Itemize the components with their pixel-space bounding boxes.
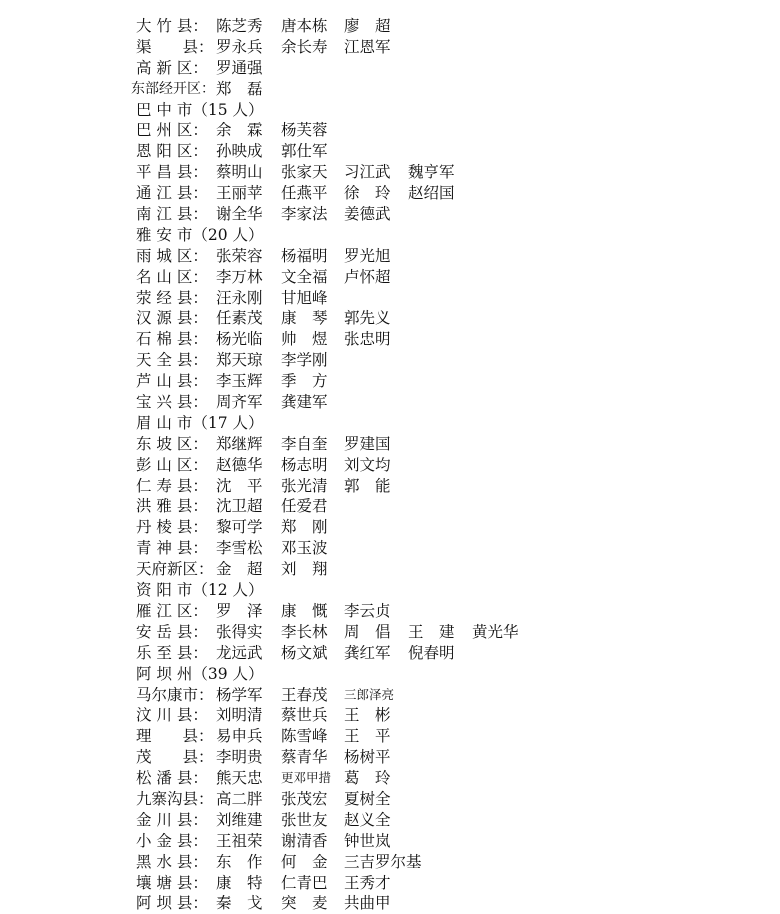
- person-name: 余 霖: [216, 121, 263, 140]
- person-name: 仁青巴: [281, 873, 328, 892]
- person-name: 余长寿: [281, 37, 328, 56]
- county-row: [0, 873, 780, 894]
- person-name: 夏树全: [344, 789, 391, 808]
- person-name: 李明贵: [216, 748, 263, 767]
- county-row: [0, 58, 780, 79]
- county-row: [0, 831, 780, 852]
- person-name: 邓玉波: [281, 539, 328, 558]
- person-name: 共曲甲: [344, 894, 391, 913]
- person-name: 秦 戈: [216, 894, 263, 913]
- person-name: 郭先义: [344, 309, 391, 328]
- person-name: 刘维建: [216, 810, 263, 829]
- county-row: [0, 392, 780, 413]
- district-label: 芦 山 县：: [136, 372, 208, 391]
- person-name: 杨福明: [281, 246, 328, 265]
- person-name: 王春茂: [281, 685, 328, 704]
- city-heading: [0, 413, 780, 434]
- person-name: 杨树平: [344, 748, 391, 767]
- person-name: 郑继辉: [216, 434, 263, 453]
- person-name: 沈 平: [216, 476, 263, 495]
- person-name: 王祖荣: [216, 831, 263, 850]
- person-name: 江恩军: [344, 37, 391, 56]
- person-name: 郑天琼: [216, 351, 263, 370]
- district-label: 丹 棱 县：: [136, 518, 208, 537]
- district-label: 汉 源 县：: [136, 309, 208, 328]
- county-row: [0, 685, 780, 706]
- district-label: 金 川 县：: [136, 810, 208, 829]
- person-name: 任素茂: [216, 309, 263, 328]
- district-label: 天府新区：: [136, 560, 214, 579]
- county-row: [0, 893, 780, 914]
- name-list-document: [0, 16, 780, 914]
- person-name: 罗通强: [216, 58, 263, 77]
- district-label: 小 金 县：: [136, 831, 208, 850]
- person-name: 汪永刚: [216, 288, 263, 307]
- person-name: 廖 超: [344, 17, 391, 35]
- district-label: 石 棉 县：: [136, 330, 208, 349]
- person-name: 王 建: [408, 622, 455, 641]
- person-name: 罗建国: [344, 434, 391, 453]
- person-name: 李玉辉: [216, 372, 263, 391]
- person-name: 谢清香: [281, 831, 328, 850]
- person-name: 陈芝秀: [216, 17, 263, 35]
- person-name: 康 慨: [281, 601, 328, 620]
- county-row: [0, 288, 780, 309]
- person-name: 郑 刚: [281, 518, 328, 537]
- district-label: 大 竹 县：: [136, 17, 208, 35]
- county-row: [0, 308, 780, 329]
- person-name: 李长林: [281, 622, 328, 641]
- person-name: 熊天忠: [216, 769, 263, 788]
- person-name: 三郎泽亮: [344, 686, 395, 702]
- person-name: 张光清: [281, 476, 328, 495]
- person-name: 葛 玲: [344, 769, 391, 788]
- county-row: [0, 120, 780, 141]
- person-name: 黎可学: [216, 518, 263, 537]
- county-row: [0, 162, 780, 183]
- person-name: 李学刚: [281, 351, 328, 370]
- person-name: 更邓甲措: [281, 770, 332, 786]
- person-name: 李家法: [281, 205, 328, 224]
- person-name: 谢全华: [216, 205, 263, 224]
- person-name: 周齐军: [216, 393, 263, 412]
- person-name: 甘旭峰: [281, 288, 328, 307]
- person-name: 王 彬: [344, 706, 391, 725]
- district-label: 雁 江 区：: [136, 601, 208, 620]
- person-name: 周 倡: [344, 622, 391, 641]
- district-label: 乐 至 县：: [136, 643, 208, 662]
- person-name: 倪春明: [408, 643, 455, 662]
- person-name: 文全福: [281, 267, 328, 286]
- person-name: 突 麦: [281, 894, 328, 913]
- district-label: 黑 水 县：: [136, 852, 208, 871]
- person-name: 康 琴: [281, 309, 328, 328]
- city-heading: [0, 225, 780, 246]
- person-name: 刘明清: [216, 706, 263, 725]
- person-name: 杨文斌: [281, 643, 328, 662]
- district-label: 九寨沟县：: [136, 789, 214, 808]
- county-row: [0, 601, 780, 622]
- city-title: 雅 安 市（20 人）: [136, 225, 264, 244]
- county-row: [0, 204, 780, 225]
- district-label: 荥 经 县：: [136, 288, 208, 307]
- person-name: 张忠明: [344, 330, 391, 349]
- county-row: [0, 476, 780, 497]
- person-name: 三吉罗尔基: [344, 852, 422, 871]
- county-row: [0, 538, 780, 559]
- person-name: 王丽苹: [216, 184, 263, 203]
- county-row: [0, 141, 780, 162]
- person-name: 龚建军: [281, 393, 328, 412]
- person-name: 龚红军: [344, 643, 391, 662]
- county-row: [0, 810, 780, 831]
- person-name: 习江武: [344, 163, 391, 182]
- person-name: 金 超: [216, 560, 263, 579]
- district-label: 东 坡 区：: [136, 434, 208, 453]
- person-name: 季 方: [281, 372, 328, 391]
- city-title: 阿 坝 州（39 人）: [136, 664, 264, 683]
- person-name: 蔡世兵: [281, 706, 328, 725]
- district-label: 汶 川 县：: [136, 706, 208, 725]
- person-name: 赵绍国: [408, 184, 455, 203]
- county-row: [0, 350, 780, 371]
- person-name: 王秀才: [344, 873, 391, 892]
- county-row: [0, 267, 780, 288]
- county-row: [0, 246, 780, 267]
- district-label: 马尔康市：: [136, 685, 214, 704]
- county-row: [0, 496, 780, 517]
- county-row: [0, 329, 780, 350]
- district-label: 雨 城 区：: [136, 246, 208, 265]
- county-row: [0, 622, 780, 643]
- city-title: 巴 中 市（15 人）: [136, 100, 264, 119]
- county-row: [0, 789, 780, 810]
- district-label: 高 新 区：: [136, 58, 208, 77]
- county-row: [0, 371, 780, 392]
- person-name: 钟世岚: [344, 831, 391, 850]
- person-name: 郑 磊: [216, 79, 263, 98]
- district-label: 通 江 县：: [136, 184, 208, 203]
- person-name: 李云贞: [344, 601, 391, 620]
- district-label: 壤 塘 县：: [136, 873, 208, 892]
- person-name: 罗 泽: [216, 601, 263, 620]
- person-name: 徐 玲: [344, 184, 391, 203]
- district-label: 天 全 县：: [136, 351, 208, 370]
- district-label: 恩 阳 区：: [136, 142, 208, 161]
- county-row: [0, 726, 780, 747]
- district-label: 青 神 县：: [136, 539, 208, 558]
- person-name: 张茂宏: [281, 789, 328, 808]
- county-row: [0, 852, 780, 873]
- person-name: 杨学军: [216, 685, 263, 704]
- county-row: [0, 16, 780, 37]
- person-name: 罗永兵: [216, 37, 263, 56]
- district-label: 阿 坝 县：: [136, 894, 208, 913]
- city-title: 眉 山 市（17 人）: [136, 413, 264, 432]
- person-name: 任爱君: [281, 497, 328, 516]
- county-row: [0, 559, 780, 580]
- district-label: 理 县：: [136, 727, 214, 746]
- person-name: 郭 能: [344, 476, 391, 495]
- person-name: 帅 煜: [281, 330, 328, 349]
- district-label: 安 岳 县：: [136, 622, 208, 641]
- county-row: [0, 37, 780, 58]
- person-name: 何 金: [281, 852, 328, 871]
- person-name: 张荣容: [216, 246, 263, 265]
- person-name: 张世友: [281, 810, 328, 829]
- person-name: 任燕平: [281, 184, 328, 203]
- district-label: 彭 山 区：: [136, 455, 208, 474]
- district-label: 松 潘 县：: [136, 769, 208, 788]
- person-name: 易申兵: [216, 727, 263, 746]
- city-heading: [0, 580, 780, 601]
- person-name: 李万林: [216, 267, 263, 286]
- person-name: 罗光旭: [344, 246, 391, 265]
- person-name: 杨芙蓉: [281, 121, 328, 140]
- district-label: 南 江 县：: [136, 205, 208, 224]
- person-name: 刘文均: [344, 455, 391, 474]
- person-name: 赵德华: [216, 455, 263, 474]
- district-label: 宝 兴 县：: [136, 393, 208, 412]
- person-name: 孙映成: [216, 142, 263, 161]
- district-label: 渠 县：: [136, 37, 214, 56]
- person-name: 卢怀超: [344, 267, 391, 286]
- person-name: 蔡青华: [281, 748, 328, 767]
- person-name: 陈雪峰: [281, 727, 328, 746]
- district-label: 东部经开区：: [131, 80, 215, 97]
- person-name: 刘 翔: [281, 560, 328, 579]
- person-name: 蔡明山: [216, 163, 263, 182]
- county-row: [0, 643, 780, 664]
- person-name: 张家天: [281, 163, 328, 182]
- person-name: 康 特: [216, 873, 263, 892]
- city-title: 资 阳 市（12 人）: [136, 581, 264, 600]
- city-heading: [0, 664, 780, 685]
- county-row: [0, 747, 780, 768]
- county-row: [0, 517, 780, 538]
- person-name: 高二胖: [216, 789, 263, 808]
- person-name: 唐本栋: [281, 17, 328, 35]
- district-label: 茂 县：: [136, 748, 214, 767]
- district-label: 仁 寿 县：: [136, 476, 208, 495]
- district-label: 洪 雅 县：: [136, 497, 208, 516]
- person-name: 赵义全: [344, 810, 391, 829]
- county-row: [0, 705, 780, 726]
- person-name: 姜德武: [344, 205, 391, 224]
- person-name: 李自奎: [281, 434, 328, 453]
- person-name: 王 平: [344, 727, 391, 746]
- person-name: 东 作: [216, 852, 263, 871]
- county-row: [0, 183, 780, 204]
- person-name: 杨光临: [216, 330, 263, 349]
- person-name: 杨志明: [281, 455, 328, 474]
- district-label: 平 昌 县：: [136, 163, 208, 182]
- city-heading: [0, 100, 780, 121]
- person-name: 魏亨军: [408, 163, 455, 182]
- person-name: 李雪松: [216, 539, 263, 558]
- district-label: 名 山 区：: [136, 267, 208, 286]
- county-row: [0, 79, 780, 100]
- person-name: 张得实: [216, 622, 263, 641]
- county-row: [0, 768, 780, 789]
- person-name: 沈卫超: [216, 497, 263, 516]
- district-label: 巴 州 区：: [136, 121, 208, 140]
- person-name: 郭仕军: [281, 142, 328, 161]
- person-name: 黄光华: [472, 622, 519, 641]
- county-row: [0, 434, 780, 455]
- person-name: 龙远武: [216, 643, 263, 662]
- county-row: [0, 455, 780, 476]
